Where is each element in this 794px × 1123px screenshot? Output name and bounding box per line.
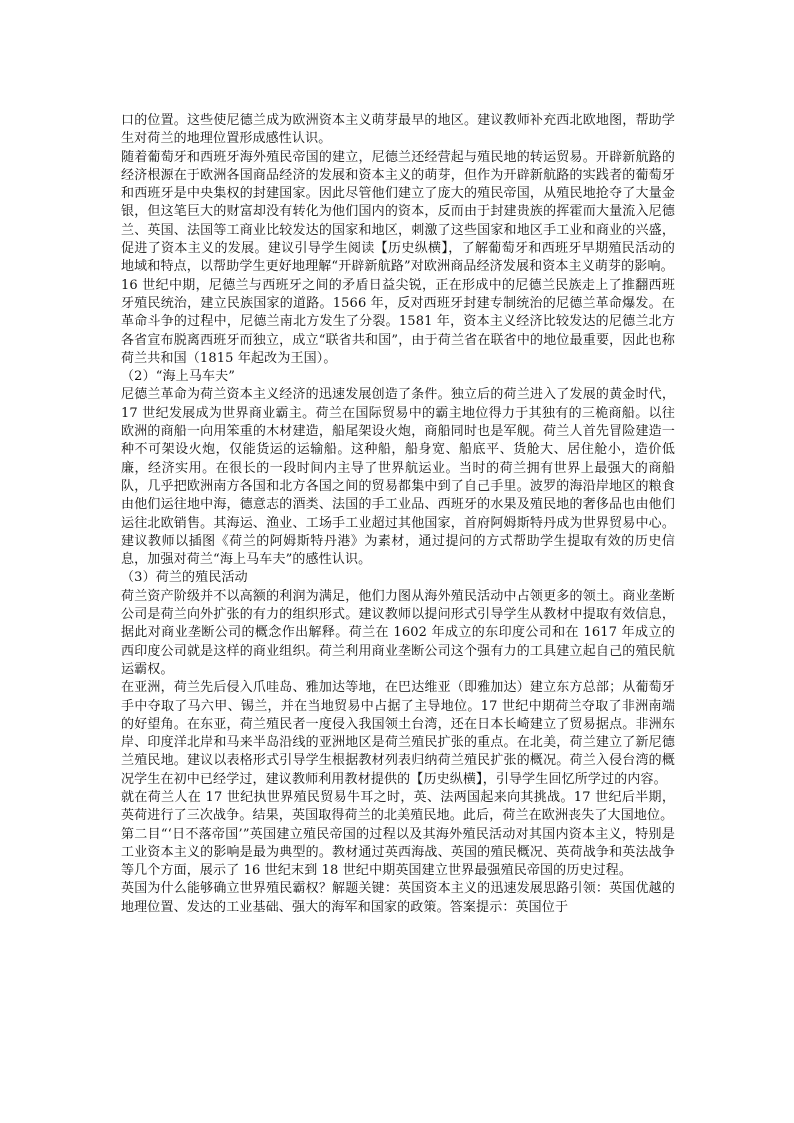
heading-dutch-colonial-activity: （3）荷兰的殖民活动: [121, 570, 248, 586]
paragraph-empire-never-sets: 第二目“‘日不落帝国’”英国建立殖民帝国的过程以及其海外殖民活动对其国内资本主义，特别是工业资本主义的影响是最为典型的。教材通过英西海战、英国的殖民概况、英荷战争和英法战争等几个方面，展示了 16 世纪末到 18 世纪中期英国建立世界最强殖民帝国的历史过程。: [121, 826, 675, 879]
paragraph-netherlands-location: 口的位置。这些使尼德兰成为欧洲资本主义萌芽最早的地区。建议教师补充西北欧地图，帮助学生对荷兰的地理位置形成感性认识。: [121, 113, 675, 147]
paragraph-dutch-revolution: 16 世纪中期，尼德兰与西班牙之间的矛盾日益尖锐，正在形成中的尼德兰民族走上了推翻西班牙殖民统治，建立民族国家的道路。1566 年，反对西班牙封建专制统治的尼德兰革命爆发。在革命斗争的过程中，尼德兰南北方发生了分裂。1581 年，资本主义经济比较发达的尼德兰北方各省宣布脱离西班牙而独立，成立“联省共和国”，由于荷兰省在联省中的地位最重要，因此也称荷兰共和国（1815 年起改为王国）。: [121, 277, 675, 366]
document-body: [121, 112, 675, 917]
heading-sea-coachman: （2）“海上马车夫”: [121, 369, 236, 385]
paragraph-asia-expansion: 在亚洲，荷兰先后侵入爪哇岛、雅加达等地，在巴达维亚（即雅加达）建立东方总部；从葡萄牙手中夺取了马六甲、锡兰，并在当地贸易中占据了主导地位。17 世纪中期荷兰夺取了非洲南端的好望角。在东亚，荷兰殖民者一度侵入我国领土台湾，还在日本长崎建立了贸易据点。非洲东岸、印度洋北岸和马来半岛沿线的亚洲地区是荷兰殖民扩张的重点。在北美，荷兰建立了新尼德兰殖民地。建议以表格形式引导学生根据教材列表归纳荷兰殖民扩张的概况。荷兰入侵台湾的概况学生在初中已经学过，建议教师利用教材提供的【历史纵横】，引导学生回忆所学过的内容。: [121, 680, 675, 787]
paragraph-transit-trade: 随着葡萄牙和西班牙海外殖民帝国的建立，尼德兰还经营起与殖民地的转运贸易。开辟新航路的经济根源在于欧洲各国商品经济的发展和资本主义的萌芽，但作为开辟新航路的实践者的葡萄牙和西班牙是中央集权的封建国家。因此尽管他们建立了庞大的殖民帝国，从殖民地抢夺了大量金银，但这笔巨大的财富却没有转化为他们国内的资本，反而由于封建贵族的挥霍而大量流入尼德兰、英国、法国等工商业比较发达的国家和地区，刺激了这些国家和地区手工业和商业的兴盛，促进了资本主义的发展。建议引导学生阅读【历史纵横】，了解葡萄牙和西班牙早期殖民活动的地域和特点，以帮助学生更好地理解“开辟新航路”对欧洲商品经济发展和资本主义萌芽的影响。: [121, 149, 675, 275]
paragraph-british-hegemony-question: 英国为什么能够确立世界殖民霸权？解题关键：英国资本主义的迅速发展思路引领：英国优越的地理位置、发达的工业基础、强大的海军和国家的政策。答案提示：英国位于: [121, 881, 675, 915]
paragraph-monopoly-companies: 荷兰资产阶级并不以高额的利润为满足，他们力图从海外殖民活动中占领更多的领土。商业垄断公司是荷兰向外扩张的有力的组织形式。建议教师以提问形式引导学生从教材中提取有效信息，据此对商业垄断公司的概念作出解释。荷兰在 1602 年成立的东印度公司和在 1617 年成立的西印度公司就是这样的商业组织。荷兰利用商业垄断公司这个强有力的工具建立起自己的殖民航运霸权。: [121, 588, 675, 677]
paragraph-golden-age: 尼德兰革命为荷兰资本主义经济的迅速发展创造了条件。独立后的荷兰进入了发展的黄金时代，17 世纪发展成为世界商业霸主。荷兰在国际贸易中的霸主地位得力于其独有的三桅商船。以往欧洲的商船一向用笨重的木材建造，船尾架设火炮，商船同时也是军舰。荷兰人首先冒险建造一种不可架设火炮，仅能货运的运输船。这种船，船身宽、船底平、货舱大、居住舱小，造价低廉，经济实用。在很长的一段时间内主导了世界航运业。当时的荷兰拥有世界上最强大的商船队，几乎把欧洲南方各国和北方各国之间的贸易都集中到了自己手里。波罗的海沿岸地区的粮食由他们运往地中海，德意志的酒类、法国的手工业品、西班牙的水果及殖民地的奢侈品也由他们运往北欧销售。其海运、渔业、工场手工业超过其他国家，首府阿姆斯特丹成为世界贸易中心。建议教师以插图《荷兰的阿姆斯特丹港》为素材，通过提问的方式帮助学生提取有效的历史信息，加强对荷兰“海上马车夫”的感性认识。: [121, 387, 675, 568]
paragraph-anglo-dutch-wars: 就在荷兰人在 17 世纪执世界殖民贸易牛耳之时，英、法两国起来向其挑战。17 世纪后半期，英荷进行了三次战争。结果，英国取得荷兰的北美殖民地。此后，荷兰在欧洲丧失了大国地位。: [121, 789, 675, 824]
